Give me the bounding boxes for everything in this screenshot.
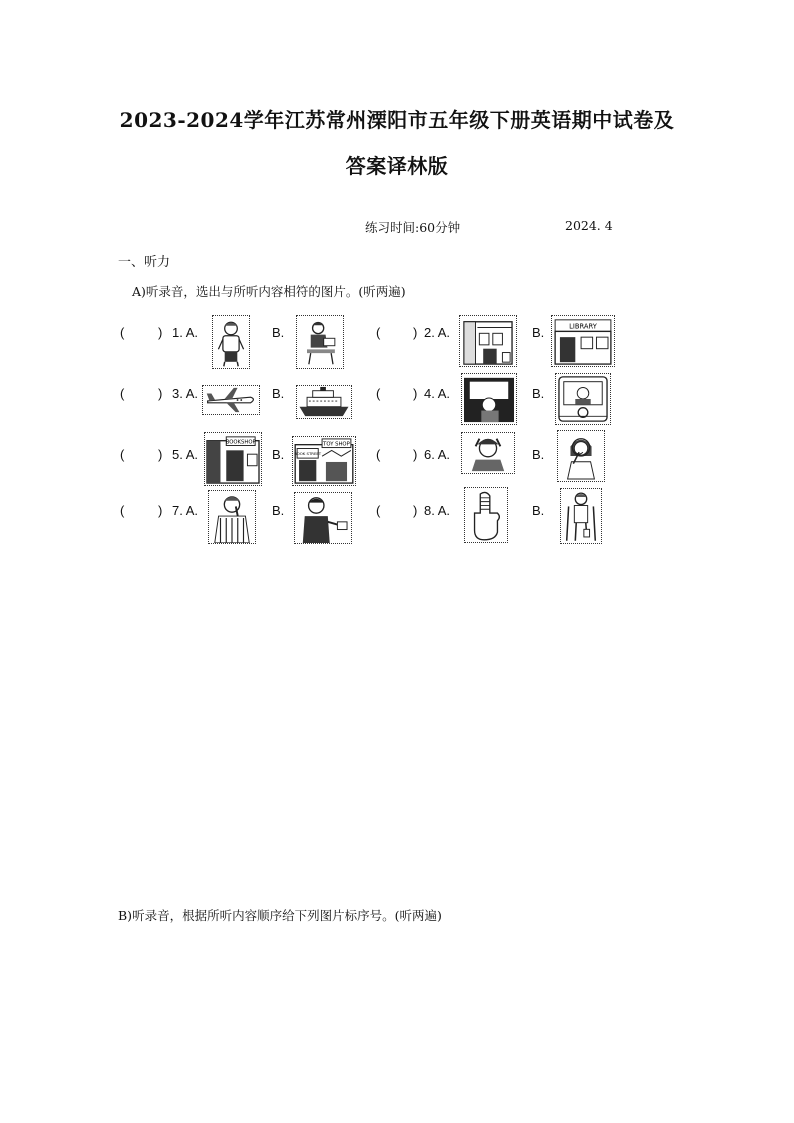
document-title-line1: 2023-2024学年江苏常州溧阳市五年级下册英语期中试卷及 bbox=[119, 108, 675, 132]
answer-paren-close: ) bbox=[158, 503, 163, 518]
answer-paren-close: ) bbox=[158, 325, 163, 340]
option-b-label: B. bbox=[272, 386, 285, 401]
answer-paren-close: ) bbox=[158, 447, 163, 462]
boy-toothache-picture bbox=[208, 490, 256, 544]
bookshop-picture bbox=[204, 432, 262, 486]
option-b-label: B. bbox=[272, 503, 285, 518]
answer-paren-open: ( bbox=[120, 503, 125, 518]
airplane-picture bbox=[202, 385, 260, 415]
answer-paren-open: ( bbox=[376, 325, 381, 340]
question-number: 3. A. bbox=[172, 386, 199, 401]
bus-driver-picture bbox=[555, 373, 611, 425]
answer-paren-open: ( bbox=[120, 325, 125, 340]
part-a-instruction: A)听录音，选出与所听内容相符的图片。(听两遍) bbox=[132, 284, 406, 299]
answer-paren-close: ) bbox=[413, 503, 418, 518]
ship-picture bbox=[296, 385, 352, 419]
answer-paren-open: ( bbox=[120, 386, 125, 401]
question-number: 6. A. bbox=[424, 447, 451, 462]
girl-toothache-picture bbox=[557, 430, 605, 482]
document-title-line2: 答案译林版 bbox=[345, 154, 449, 178]
option-b-label: B. bbox=[272, 325, 285, 340]
svg-text:LIBRARY: LIBRARY bbox=[569, 322, 597, 331]
option-b-label: B. bbox=[532, 325, 545, 340]
svg-text:BOOKSHOP: BOOKSHOP bbox=[225, 439, 256, 446]
girl-headache-picture bbox=[461, 432, 515, 474]
option-b-label: B. bbox=[532, 386, 545, 401]
answer-paren-close: ) bbox=[413, 447, 418, 462]
boy-standing-picture bbox=[212, 315, 250, 369]
question-number: 4. A. bbox=[424, 386, 451, 401]
answer-paren-close: ) bbox=[413, 325, 418, 340]
question-number: 8. A. bbox=[424, 503, 451, 518]
taxi-driver-picture bbox=[461, 373, 517, 425]
answer-paren-open: ( bbox=[376, 447, 381, 462]
question-number: 2. A. bbox=[424, 325, 451, 340]
part-b-instruction: B)听录音，根据所听内容顺序给下列图片标序号。(听两遍) bbox=[118, 908, 442, 923]
option-b-label: B. bbox=[532, 447, 545, 462]
boy-crutches-picture bbox=[560, 488, 602, 544]
exam-date: 2024. 4 bbox=[565, 218, 613, 233]
question-number: 1. A. bbox=[172, 325, 199, 340]
section-heading-listening: 一、听力 bbox=[118, 255, 171, 270]
boy-sitting-reading-picture bbox=[296, 315, 344, 369]
toy-shop-picture bbox=[292, 436, 356, 486]
boy-pointing-picture bbox=[294, 492, 352, 544]
answer-paren-close: ) bbox=[413, 386, 418, 401]
bandaged-thumb-picture bbox=[464, 487, 508, 543]
option-b-label: B. bbox=[532, 503, 545, 518]
answer-paren-open: ( bbox=[120, 447, 125, 462]
answer-paren-open: ( bbox=[376, 386, 381, 401]
question-number: 5. A. bbox=[172, 447, 199, 462]
building-picture bbox=[459, 315, 517, 367]
library-picture bbox=[551, 315, 615, 367]
svg-text:TOY SHOP: TOY SHOP bbox=[323, 441, 350, 448]
answer-paren-open: ( bbox=[376, 503, 381, 518]
svg-text:BOOK STREET: BOOK STREET bbox=[294, 451, 322, 457]
answer-paren-close: ) bbox=[158, 386, 163, 401]
option-b-label: B. bbox=[272, 447, 285, 462]
practice-time: 练习时间:60分钟 bbox=[365, 220, 461, 235]
question-number: 7. A. bbox=[172, 503, 199, 518]
